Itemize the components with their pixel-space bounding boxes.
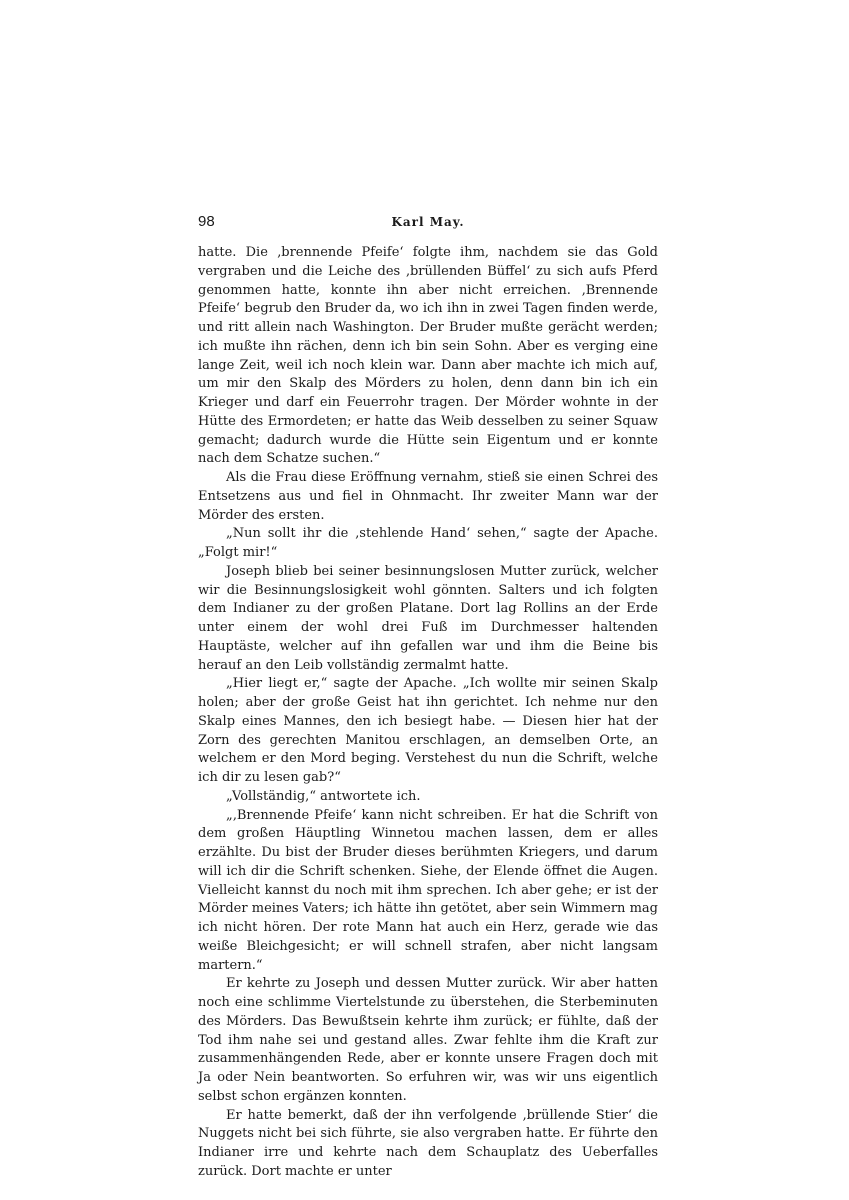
- paragraph-continuation: hatte. Die ‚brennende Pfeife‘ folgte ihm, nachdem sie das Gold vergraben und die Leiche des ‚brüllenden Büffel‘ zu sich aufs Pferd genommen hatte, konnte ihn aber nicht erreichen. ‚Brennende Pfeife‘ begrub den Bruder da, wo ich ihn in zwei Tagen finden werde, und ritt allein nach Washington. Der Bruder mußte gerächt werden; ich mußte ihn rächen, denn ich bin sein Sohn. Aber es verging eine lange Zeit, weil ich noch klein war. Dann aber machte ich mich auf, um mir den Skalp des Mörders zu holen, denn dann bin ich ein Krieger und darf ein Feuerrohr tragen. Der Mörder wohnte in der Hütte des Ermordeten; er hatte das Weib desselben zu seiner Squaw gemacht; dadurch wurde die Hütte sein Eigentum und er konnte nach dem Schatze suchen.“: [198, 245, 658, 467]
- paragraph: „Vollständig,“ antwortete ich.: [226, 788, 421, 804]
- page-header: [198, 213, 658, 233]
- paragraph: Er hatte bemerkt, daß der ihn verfolgende ‚brüllende Stier‘ die Nuggets nicht bei sich führte, sie also vergraben hatte. Er führte den Indianer irre und kehrte nach dem Schauplatz des Ueberfalles zurück. Dort machte er unter: [198, 1107, 658, 1179]
- paragraph: Er kehrte zu Joseph und dessen Mutter zurück. Wir aber hatten noch eine schlimme Viertelstunde zu überstehen, die Sterbeminuten des Mörders. Das Bewußtsein kehrte ihm zurück; er fühlte, daß der Tod ihm nahe sei und gestand alles. Zwar fehlte ihm die Kraft zur zusammenhängenden Rede, aber er konnte unsere Fragen doch mit Ja oder Nein beantworten. So erfuhren wir, was wir uns eigentlich selbst schon ergänzen konnten.: [198, 976, 658, 1104]
- paragraph: „Hier liegt er,“ sagte der Apache. „Ich wollte mir seinen Skalp holen; aber der große Geist hat ihn gerichtet. Ich nehme nur den Skalp eines Mannes, den ich besiegt habe. — Diesen hier hat der Zorn des gerechten Manitou erschlagen, an demselben Orte, an welchem er den Mord beging. Verstehest du nun die Schrift, welche ich dir zu lesen gab?“: [198, 676, 658, 785]
- paragraph: „Nun sollt ihr die ‚stehlende Hand‘ sehen,“ sagte der Apache. „Folgt mir!“: [198, 526, 658, 560]
- paragraph: Als die Frau diese Eröffnung vernahm, stieß sie einen Schrei des Entsetzens aus und fiel in Ohnmacht. Ihr zweiter Mann war der Mörder des ersten.: [198, 470, 658, 523]
- paragraph: „‚Brennende Pfeife‘ kann nicht schreiben. Er hat die Schrift von dem großen Häuptling Winnetou machen lassen, dem er alles erzählte. Du bist der Bruder dieses berühmten Kriegers, und darum will ich dir die Schrift schenken. Siehe, der Elende öffnet die Augen. Vielleicht kannst du noch mit ihm sprechen. Ich aber gehe; er ist der Mörder meines Vaters; ich hätte ihn getötet, aber sein Wimmern mag ich nicht hören. Der rote Mann hat auch ein Herz, gerade wie das weiße Bleichgesicht; er will schnell strafen, aber nicht langsam martern.“: [198, 807, 658, 973]
- body-text: [198, 244, 658, 1182]
- running-head: Karl May.: [391, 215, 465, 229]
- paragraph: Joseph blieb bei seiner besinnungslosen Mutter zurück, welcher wir die Besinnungslosigkeit wohl gönnten. Salters und ich folgten dem Indianer zu der großen Platane. Dort lag Rollins an der Erde unter einem der wohl drei Fuß im Durchmesser haltenden Hauptäste, welcher auf ihn gefallen war und ihm die Beine bis herauf an den Leib vollständig zermalmt hatte.: [198, 563, 658, 673]
- page-number: 98: [198, 213, 215, 230]
